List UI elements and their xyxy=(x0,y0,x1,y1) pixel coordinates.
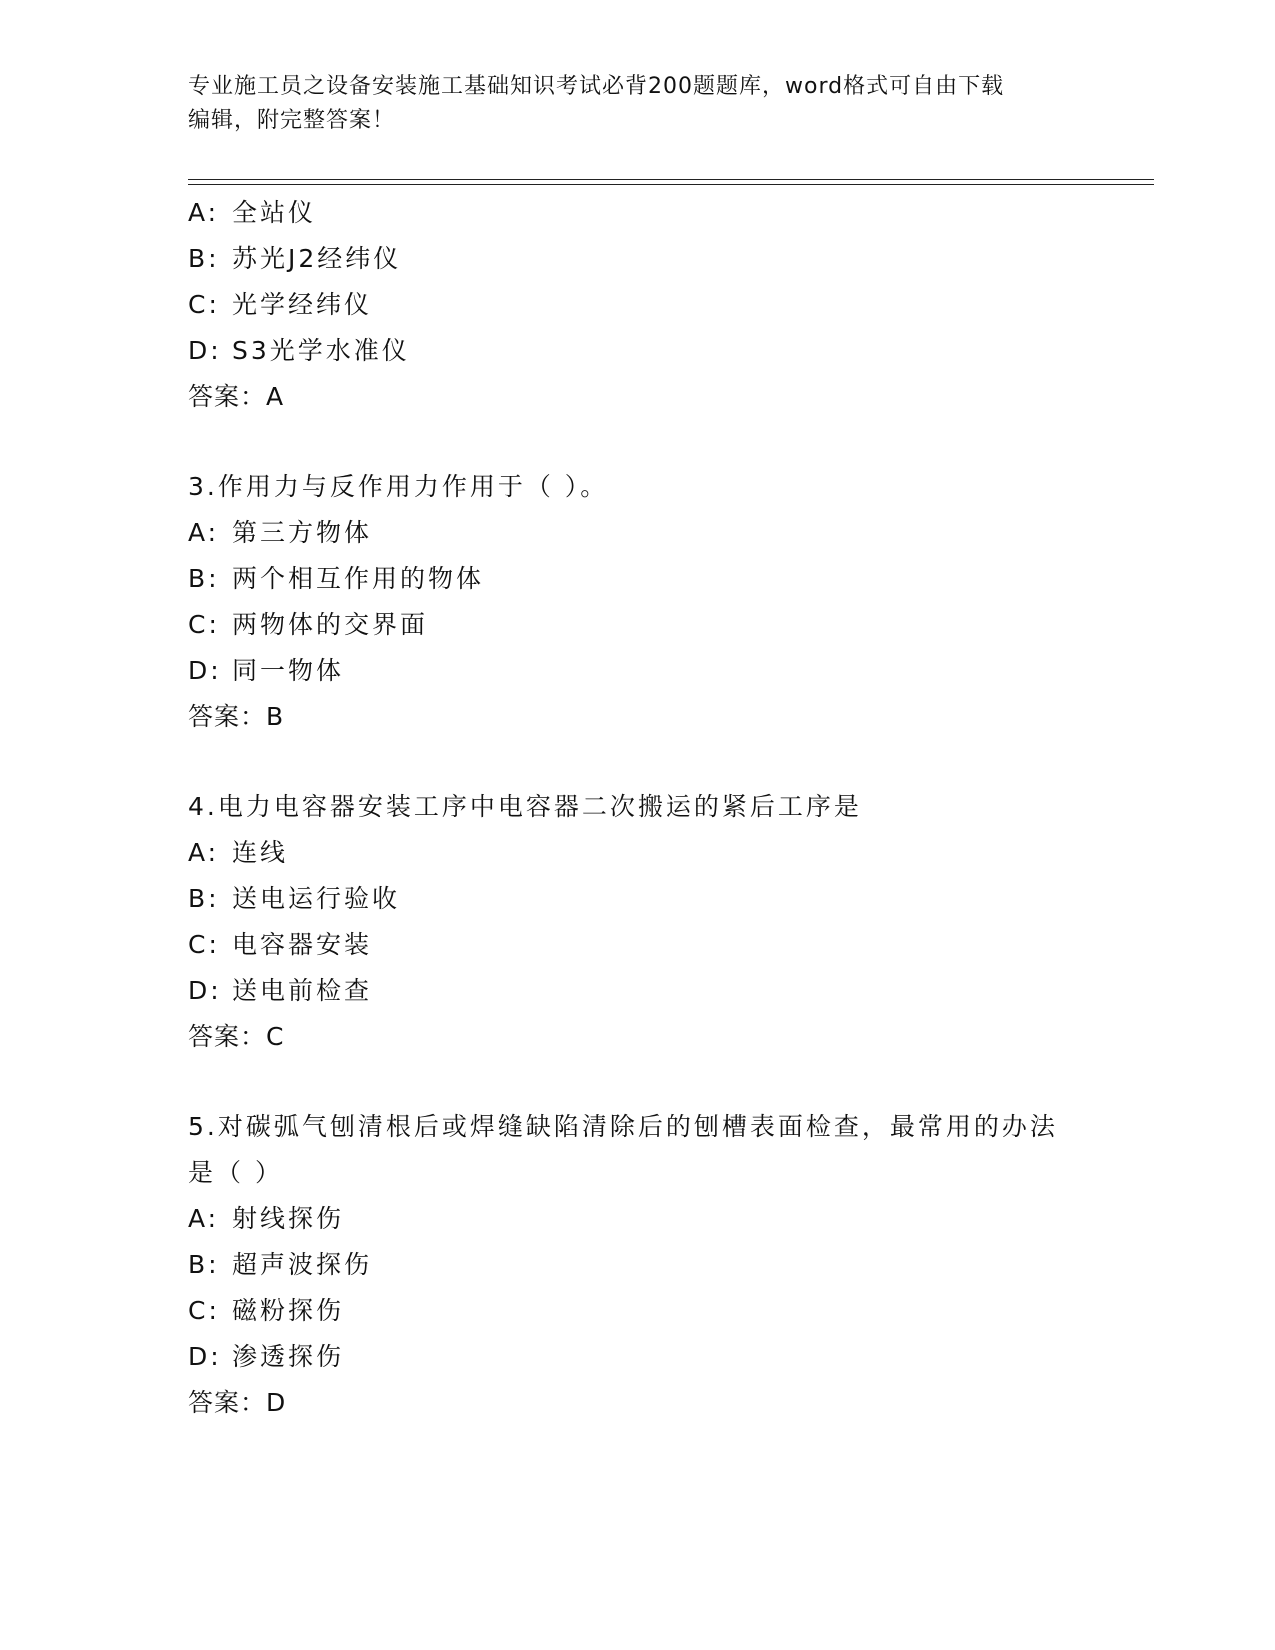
header-line-2: 编辑，附完整答案！ xyxy=(188,108,396,133)
question-stem: 3.作用力与反作用力作用于（ ）。 xyxy=(188,472,609,501)
option-a xyxy=(188,830,1088,876)
block-spacer xyxy=(188,420,1088,464)
option-text: 射线探伤 xyxy=(232,1204,345,1233)
option-label: A: xyxy=(188,518,220,547)
option-a xyxy=(188,510,1088,556)
option-text: 超声波探伤 xyxy=(232,1250,373,1279)
option-c xyxy=(188,602,1088,648)
option-b xyxy=(188,876,1088,922)
option-label: B: xyxy=(188,564,220,593)
option-text: 连线 xyxy=(232,838,289,867)
answer-line: 答案：B xyxy=(188,702,285,731)
question-block xyxy=(188,784,1088,1060)
option-d xyxy=(188,648,1088,694)
option-text: 电容器安装 xyxy=(232,930,373,959)
option-label: D: xyxy=(188,336,222,365)
option-text: 送电运行验收 xyxy=(232,884,401,913)
header-rule-bottom xyxy=(188,184,1154,185)
option-label: A: xyxy=(188,198,220,227)
option-label: C: xyxy=(188,290,220,319)
block-spacer xyxy=(188,1060,1088,1104)
option-b xyxy=(188,556,1088,602)
option-text: 全站仪 xyxy=(232,198,317,227)
question-stem: 5.对碳弧气刨清根后或焊缝缺陷清除后的刨槽表面检查，最常用的办法是（ ） xyxy=(188,1112,1058,1187)
answer-line: 答案：D xyxy=(188,1388,287,1417)
option-label: A: xyxy=(188,1204,220,1233)
option-text: 两个相互作用的物体 xyxy=(232,564,485,593)
header-rule-top xyxy=(188,179,1154,180)
question-list xyxy=(188,190,1088,1426)
option-label: D: xyxy=(188,656,222,685)
option-d xyxy=(188,968,1088,1014)
option-label: D: xyxy=(188,1342,222,1371)
option-text: 送电前检查 xyxy=(232,976,373,1005)
option-text: 光学经纬仪 xyxy=(232,290,373,319)
answer-line: 答案：C xyxy=(188,1022,285,1051)
option-a xyxy=(188,1196,1088,1242)
option-text: S3光学水准仪 xyxy=(232,336,410,365)
option-c xyxy=(188,1288,1088,1334)
question-stem: 4.电力电容器安装工序中电容器二次搬运的紧后工序是 xyxy=(188,792,862,821)
option-d xyxy=(188,1334,1088,1380)
option-text: 苏光J2经纬仪 xyxy=(232,244,402,273)
option-text: 磁粉探伤 xyxy=(232,1296,345,1325)
option-label: B: xyxy=(188,884,220,913)
option-label: B: xyxy=(188,1250,220,1279)
answer-line: 答案：A xyxy=(188,382,285,411)
option-text: 渗透探伤 xyxy=(232,1342,345,1371)
question-block xyxy=(188,464,1088,740)
option-label: D: xyxy=(188,976,222,1005)
option-b xyxy=(188,1242,1088,1288)
option-c xyxy=(188,922,1088,968)
option-label: C: xyxy=(188,1296,220,1325)
option-label: B: xyxy=(188,244,220,273)
question-block xyxy=(188,190,1088,420)
option-label: C: xyxy=(188,930,220,959)
block-spacer xyxy=(188,740,1088,784)
option-a xyxy=(188,190,1088,236)
option-label: C: xyxy=(188,610,220,639)
document-header xyxy=(188,70,1068,138)
option-d xyxy=(188,328,1088,374)
option-text: 同一物体 xyxy=(232,656,345,685)
header-line-1: 专业施工员之设备安装施工基础知识考试必背200题题库，word格式可自由下载 xyxy=(188,74,1005,99)
option-c xyxy=(188,282,1088,328)
question-block xyxy=(188,1104,1088,1426)
option-b xyxy=(188,236,1088,282)
option-text: 两物体的交界面 xyxy=(232,610,429,639)
option-text: 第三方物体 xyxy=(232,518,373,547)
option-label: A: xyxy=(188,838,220,867)
